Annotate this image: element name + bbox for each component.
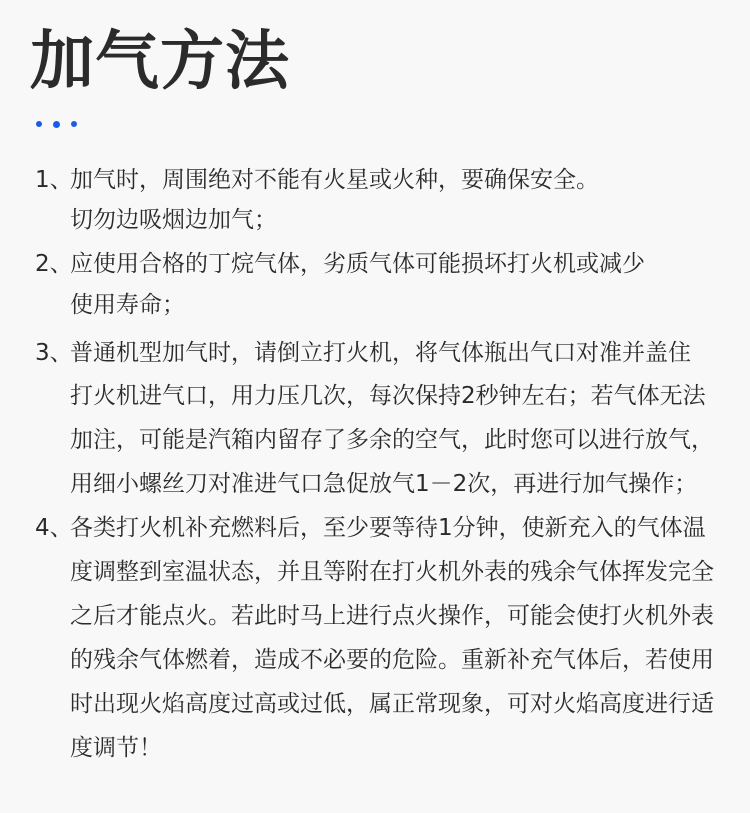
item-line: 打火机进气口，用力压几次，每次保持2秒钟左右；若气体无法 (70, 383, 706, 409)
item-line: 时出现火焰高度过高或过低，属正常现象，可对火焰高度进行适 (70, 691, 714, 717)
dot-icon (71, 121, 77, 127)
dot-icon (36, 121, 42, 127)
dot-icon (53, 121, 60, 128)
item-line: 的残余气体燃着，造成不必要的危险。重新补充气体后，若使用 (70, 647, 714, 673)
item-number: 4、 (35, 515, 73, 541)
item-line: 加气时，周围绝对不能有火星或火种，要确保安全。 (70, 167, 599, 193)
item-number: 2、 (35, 251, 73, 277)
item-line: 度调节！ (70, 735, 162, 761)
item-line: 应使用合格的丁烷气体，劣质气体可能损坏打火机或减少 (70, 251, 645, 277)
item-line: 各类打火机补充燃料后，至少要等待1分钟，使新充入的气体温 (70, 515, 706, 541)
item-line: 用细小螺丝刀对准进气口急促放气1－2次，再进行加气操作； (70, 471, 698, 497)
item-line: 使用寿命； (70, 292, 185, 318)
item-number: 1、 (35, 167, 73, 193)
item-line: 度调整到室温状态，并且等附在打火机外表的残余气体挥发完全 (70, 559, 714, 585)
page-title: 加气方法 (30, 25, 290, 99)
item-number: 3、 (35, 340, 73, 366)
item-line: 之后才能点火。若此时马上进行点火操作，可能会使打火机外表 (70, 603, 714, 629)
item-line: 普通机型加气时，请倒立打火机，将气体瓶出气口对准并盖住 (70, 340, 691, 366)
item-line: 加注，可能是汽箱内留存了多余的空气，此时您可以进行放气， (70, 427, 714, 453)
item-line: 切勿边吸烟边加气； (70, 207, 277, 233)
